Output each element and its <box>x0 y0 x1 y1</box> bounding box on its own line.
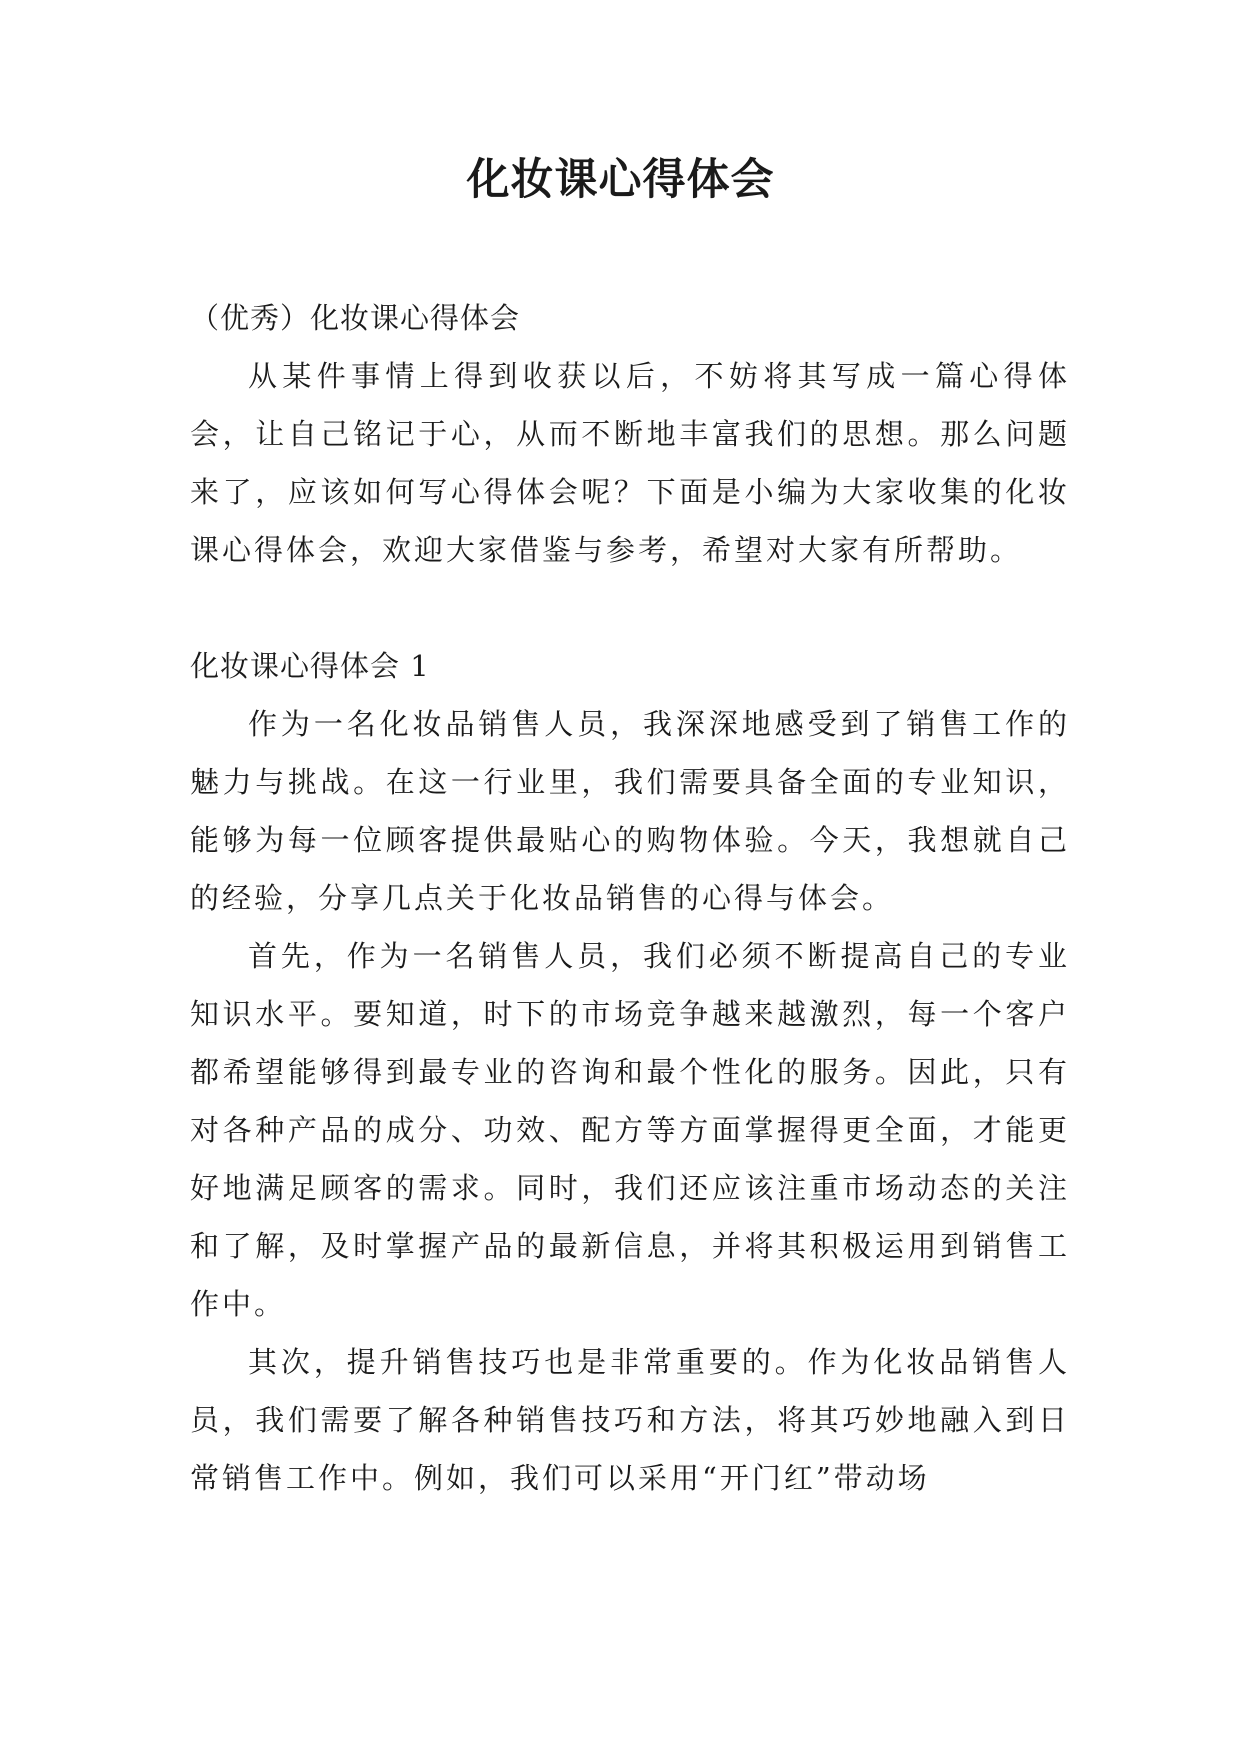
intro-paragraph: 从某件事情上得到收获以后，不妨将其写成一篇心得体会，让自己铭记于心，从而不断地丰富我们的思想。那么问题来了，应该如何写心得体会呢？下面是小编为大家收集的化妆课心得体会，欢迎大家借鉴与参考，希望对大家有所帮助。 <box>190 359 1070 567</box>
body-paragraph: 其次，提升销售技巧也是非常重要的。作为化妆品销售人员，我们需要了解各种销售技巧和方法，将其巧妙地融入到日常销售工作中。例如，我们可以采用“开门红”带动场 <box>190 1345 1070 1495</box>
section-heading: 化妆课心得体会 1 <box>190 649 430 683</box>
document-body <box>190 289 1070 1507</box>
body-paragraph: 作为一名化妆品销售人员，我深深地感受到了销售工作的魅力与挑战。在这一行业里，我们需要具备全面的专业知识，能够为每一位顾客提供最贴心的购物体验。今天，我想就自己的经验，分享几点关于化妆品销售的心得与体会。 <box>190 707 1070 915</box>
document-title: 化妆课心得体会 <box>466 155 775 205</box>
document-subtitle: （优秀）化妆课心得体会 <box>190 301 521 335</box>
body-paragraph: 首先，作为一名销售人员，我们必须不断提高自己的专业知识水平。要知道，时下的市场竞争越来越激烈，每一个客户都希望能够得到最专业的咨询和最个性化的服务。因此，只有对各种产品的成分、功效、配方等方面掌握得更全面，才能更好地满足顾客的需求。同时，我们还应该注重市场动态的关注和了解，及时掌握产品的最新信息，并将其积极运用到销售工作中。 <box>190 939 1070 1321</box>
